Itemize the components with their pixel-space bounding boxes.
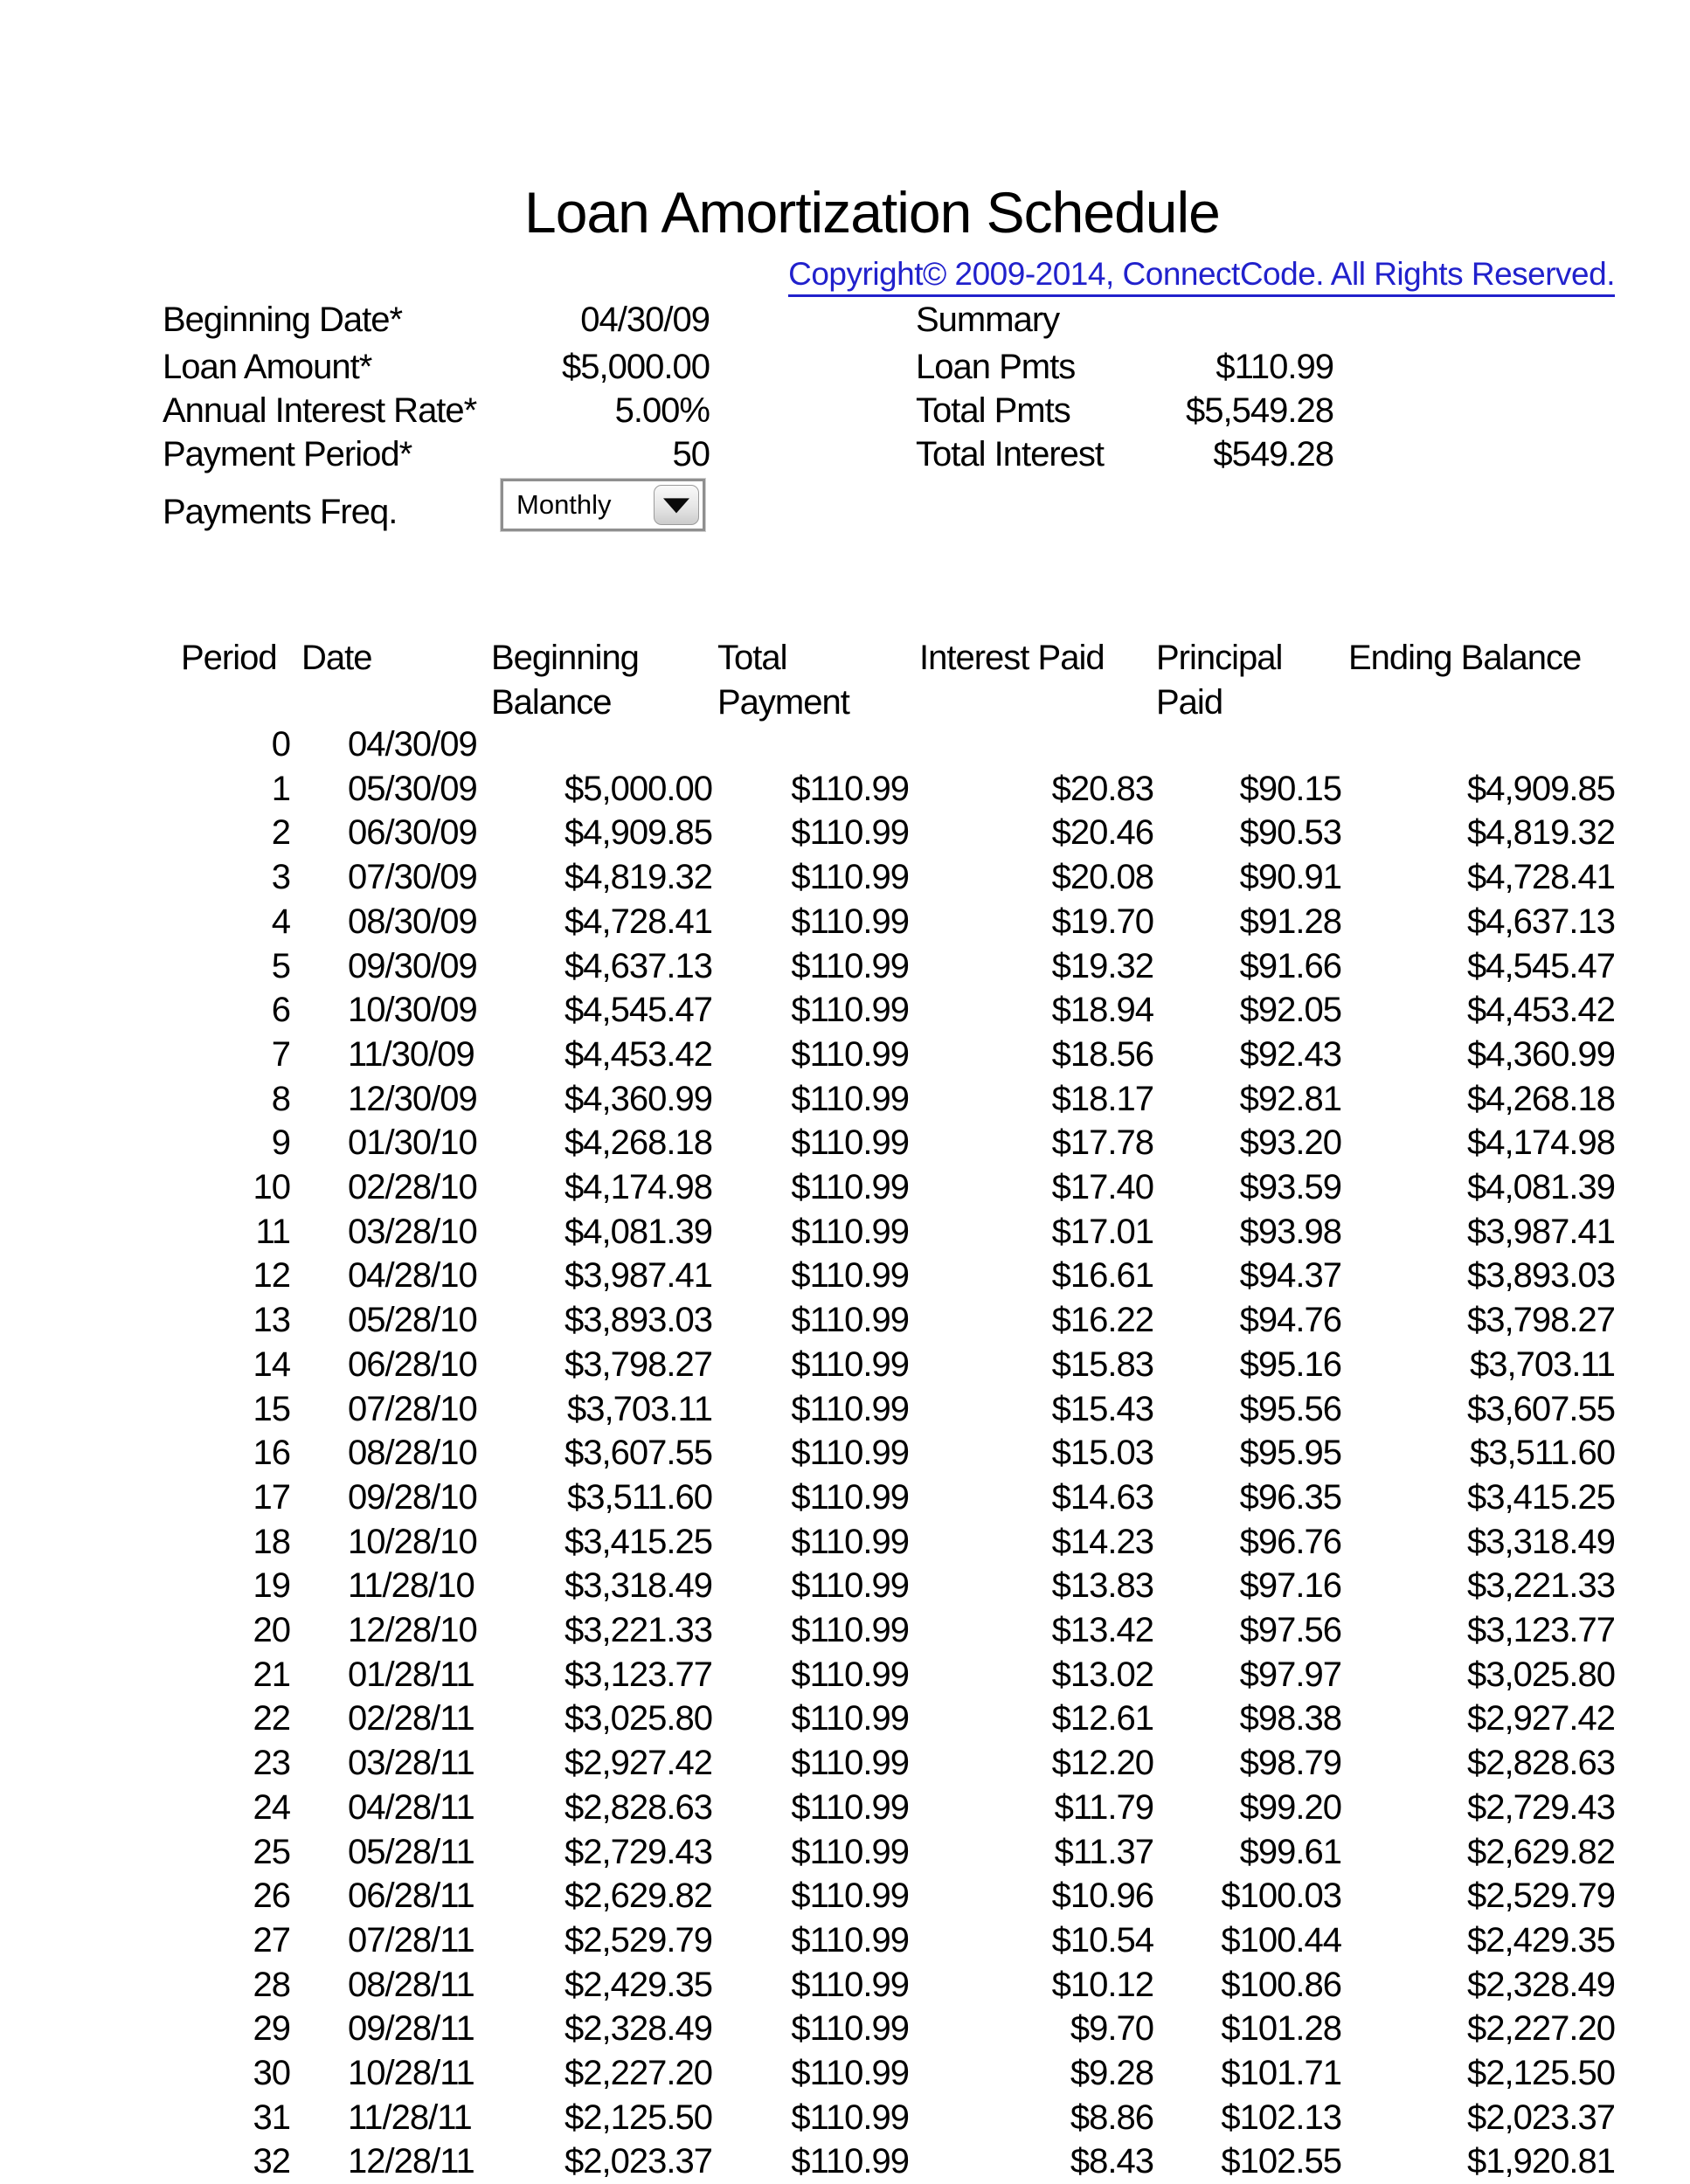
cell-total-payment: $110.99: [791, 769, 909, 808]
cell-date: 05/30/09: [348, 769, 477, 808]
table-row: [0, 2096, 1690, 2140]
cell-period: 30: [253, 2054, 290, 2092]
table-row: [0, 1210, 1690, 1254]
cell-date: 04/30/09: [348, 725, 477, 764]
cell-beginning-balance: $4,453.42: [564, 1034, 712, 1074]
cell-interest-paid: $16.61: [1051, 1256, 1153, 1296]
cell-beginning-balance: $3,607.55: [564, 1434, 712, 1473]
table-row: [0, 767, 1690, 812]
payment-period-value[interactable]: 50: [672, 435, 710, 473]
cell-beginning-balance: [485, 722, 712, 767]
annual-interest-rate-label: Annual Interest Rate*: [163, 391, 477, 430]
cell-principal-paid: $98.38: [1239, 1699, 1341, 1738]
cell-total-payment: $110.99: [791, 1301, 909, 1340]
cell-period: 11: [255, 1212, 290, 1251]
cell-interest-paid: $18.94: [1051, 991, 1153, 1030]
cell-ending-balance: $4,728.41: [1467, 858, 1615, 897]
dropdown-arrow-icon: [663, 498, 689, 513]
cell-principal-paid: $97.97: [1239, 1655, 1341, 1694]
loan-amount-value[interactable]: $5,000.00: [562, 348, 710, 386]
cell-period: 18: [253, 1522, 290, 1561]
summary-title: Summary: [916, 301, 1060, 339]
cell-beginning-balance: $2,629.82: [564, 1876, 712, 1916]
cell-ending-balance: $2,125.50: [1467, 2054, 1615, 2092]
cell-date: 09/28/11: [348, 2009, 474, 2049]
cell-beginning-balance: $3,893.03: [564, 1301, 712, 1340]
cell-total-payment: $110.99: [791, 1123, 909, 1163]
table-row: [0, 1431, 1690, 1476]
table-row: [0, 1254, 1690, 1298]
cell-ending-balance: $3,123.77: [1467, 1611, 1615, 1649]
cell-ending-balance: $4,909.85: [1467, 769, 1615, 808]
beginning-date-label: Beginning Date*: [163, 301, 403, 339]
cell-date: 09/28/10: [348, 1477, 477, 1517]
cell-principal-paid: $97.16: [1239, 1566, 1341, 1606]
cell-date: 12/28/10: [348, 1611, 477, 1649]
cell-total-payment: $110.99: [791, 1344, 909, 1384]
cell-interest-paid: $12.20: [1051, 1744, 1153, 1783]
copyright-link[interactable]: Copyright© 2009-2014, ConnectCode. All Rights Reserved.: [788, 257, 1615, 297]
cell-total-payment: $110.99: [791, 1477, 909, 1517]
cell-ending-balance: $4,360.99: [1467, 1034, 1615, 1074]
table-row: [0, 1608, 1690, 1653]
cell-period: 17: [253, 1477, 290, 1517]
cell-period: 14: [253, 1344, 290, 1384]
cell-principal-paid: $90.53: [1239, 813, 1341, 853]
cell-date: 07/28/10: [348, 1389, 477, 1428]
cell-ending-balance: $4,453.42: [1467, 991, 1615, 1030]
cell-total-payment: $110.99: [791, 1034, 909, 1074]
table-row: [0, 944, 1690, 989]
cell-ending-balance: $2,023.37: [1467, 2098, 1615, 2137]
cell-beginning-balance: $2,328.49: [564, 2009, 712, 2049]
cell-ending-balance: $4,174.98: [1467, 1123, 1615, 1163]
header-interest-paid: Interest Paid: [919, 639, 1105, 677]
header-date: Date: [301, 639, 372, 677]
table-row: [0, 1741, 1690, 1786]
cell-ending-balance: $2,629.82: [1467, 1832, 1615, 1871]
cell-beginning-balance: $2,927.42: [564, 1744, 712, 1783]
table-row: [0, 1564, 1690, 1608]
cell-interest-paid: $10.96: [1051, 1876, 1153, 1916]
table-row: [0, 2051, 1690, 2096]
cell-date: 03/28/11: [348, 1744, 474, 1783]
table-row: [0, 1387, 1690, 1432]
cell-ending-balance: $4,819.32: [1467, 813, 1615, 853]
cell-interest-paid: $9.28: [1070, 2054, 1153, 2092]
cell-period: 24: [253, 1787, 290, 1827]
table-row: [0, 1077, 1690, 1122]
cell-period: 0: [271, 725, 290, 764]
payments-freq-selected-value: Monthly: [516, 489, 612, 520]
cell-interest-paid: $16.22: [1051, 1301, 1153, 1340]
cell-beginning-balance: $4,728.41: [564, 902, 712, 941]
payments-freq-dropdown[interactable]: [501, 479, 705, 531]
cell-date: 04/28/11: [348, 1787, 474, 1827]
cell-period: 5: [271, 946, 290, 985]
cell-date: 03/28/10: [348, 1212, 477, 1251]
cell-total-payment: $110.99: [791, 991, 909, 1030]
cell-period: 29: [253, 2009, 290, 2049]
cell-period: 6: [271, 991, 290, 1030]
cell-principal-paid: [1153, 722, 1341, 767]
cell-date: 11/28/11: [348, 2098, 472, 2137]
cell-total-payment: $110.99: [791, 1212, 909, 1251]
table-row: [0, 1786, 1690, 1830]
cell-interest-paid: $12.61: [1051, 1699, 1153, 1738]
cell-total-payment: $110.99: [791, 1389, 909, 1428]
cell-principal-paid: $94.76: [1239, 1301, 1341, 1340]
cell-beginning-balance: $4,174.98: [564, 1168, 712, 1206]
cell-total-payment: $110.99: [791, 1965, 909, 2004]
cell-period: 9: [271, 1123, 290, 1163]
payment-period-label: Payment Period*: [163, 435, 412, 473]
cell-ending-balance: $3,798.27: [1467, 1301, 1615, 1340]
cell-interest-paid: $11.37: [1054, 1832, 1153, 1871]
cell-ending-balance: $3,025.80: [1467, 1655, 1615, 1694]
cell-period: 16: [253, 1434, 290, 1473]
cell-principal-paid: $93.20: [1239, 1123, 1341, 1163]
cell-ending-balance: $4,637.13: [1467, 902, 1615, 941]
cell-total-payment: $110.99: [791, 1566, 909, 1606]
cell-ending-balance: $2,328.49: [1467, 1965, 1615, 2004]
table-row: [0, 988, 1690, 1033]
cell-principal-paid: $102.13: [1221, 2098, 1341, 2137]
cell-interest-paid: $14.63: [1051, 1477, 1153, 1517]
cell-date: 02/28/11: [348, 1699, 474, 1738]
cell-period: 7: [271, 1034, 290, 1074]
cell-date: 08/30/09: [348, 902, 477, 941]
cell-principal-paid: $102.55: [1221, 2142, 1341, 2181]
table-row: [0, 1476, 1690, 1520]
header-principal-paid-line1: Principal: [1156, 639, 1283, 677]
loan-amount-label: Loan Amount*: [163, 348, 372, 386]
cell-date: 08/28/11: [348, 1965, 474, 2004]
table-row: [0, 1697, 1690, 1741]
cell-total-payment: $110.99: [791, 1655, 909, 1694]
cell-period: 13: [253, 1301, 290, 1340]
cell-principal-paid: $97.56: [1239, 1611, 1341, 1649]
cell-beginning-balance: $4,909.85: [564, 813, 712, 853]
cell-interest-paid: $20.46: [1051, 813, 1153, 853]
cell-date: 06/28/11: [348, 1876, 474, 1916]
cell-date: 11/30/09: [348, 1034, 474, 1074]
table-row: [0, 1033, 1690, 1077]
loan-pmts-value: $110.99: [1216, 348, 1333, 386]
table-row: [0, 1343, 1690, 1387]
cell-principal-paid: $93.59: [1239, 1168, 1341, 1206]
table-row: [0, 900, 1690, 944]
cell-total-payment: $110.99: [791, 1256, 909, 1296]
table-row: [0, 1653, 1690, 1697]
cell-period: 25: [253, 1832, 290, 1871]
cell-beginning-balance: $2,023.37: [564, 2142, 712, 2181]
cell-interest-paid: [944, 722, 1153, 767]
cell-period: 21: [253, 1655, 290, 1694]
cell-ending-balance: $4,268.18: [1467, 1079, 1615, 1118]
cell-interest-paid: $20.83: [1051, 769, 1153, 808]
cell-period: 27: [253, 1920, 290, 1959]
cell-period: 3: [271, 858, 290, 897]
cell-interest-paid: $13.42: [1051, 1611, 1153, 1649]
cell-principal-paid: $100.03: [1221, 1876, 1341, 1916]
cell-date: 10/28/10: [348, 1522, 477, 1561]
cell-ending-balance: $3,607.55: [1467, 1389, 1615, 1428]
cell-period: 12: [253, 1256, 290, 1296]
cell-total-payment: $110.99: [791, 1699, 909, 1738]
cell-ending-balance: $2,927.42: [1467, 1699, 1615, 1738]
cell-total-payment: $110.99: [791, 902, 909, 941]
cell-ending-balance: $3,893.03: [1467, 1256, 1615, 1296]
cell-total-payment: $110.99: [791, 1744, 909, 1783]
cell-total-payment: $110.99: [791, 1832, 909, 1871]
cell-date: 05/28/11: [348, 1832, 474, 1871]
cell-interest-paid: $19.32: [1051, 946, 1153, 985]
cell-principal-paid: $98.79: [1239, 1744, 1341, 1783]
cell-interest-paid: $15.03: [1051, 1434, 1153, 1473]
cell-principal-paid: $91.66: [1239, 946, 1341, 985]
cell-period: 19: [253, 1566, 290, 1606]
cell-ending-balance: $3,221.33: [1467, 1566, 1615, 1606]
cell-date: 06/28/10: [348, 1344, 477, 1384]
cell-total-payment: $110.99: [791, 1522, 909, 1561]
cell-ending-balance: $2,729.43: [1467, 1787, 1615, 1827]
cell-principal-paid: $90.91: [1239, 858, 1341, 897]
cell-total-payment: $110.99: [791, 1168, 909, 1206]
cell-beginning-balance: $3,703.11: [567, 1389, 712, 1428]
cell-total-payment: $110.99: [791, 1079, 909, 1118]
table-row: [0, 1830, 1690, 1875]
cell-interest-paid: $18.56: [1051, 1034, 1153, 1074]
cell-period: 31: [253, 2098, 290, 2137]
total-pmts-value: $5,549.28: [1186, 391, 1333, 430]
cell-interest-paid: $14.23: [1051, 1522, 1153, 1561]
table-row: [0, 1874, 1690, 1918]
table-row: [0, 1121, 1690, 1165]
cell-period: 10: [253, 1168, 290, 1206]
cell-principal-paid: $92.81: [1239, 1079, 1341, 1118]
cell-interest-paid: $17.40: [1051, 1168, 1153, 1206]
header-period: Period: [181, 639, 277, 677]
header-beginning-balance-line1: Beginning: [491, 639, 639, 677]
cell-date: 09/30/09: [348, 946, 477, 985]
cell-beginning-balance: $4,819.32: [564, 858, 712, 897]
cell-total-payment: $110.99: [791, 946, 909, 985]
cell-interest-paid: $11.79: [1054, 1787, 1153, 1827]
cell-period: 32: [253, 2142, 290, 2181]
table-row: [0, 2139, 1690, 2184]
cell-interest-paid: $9.70: [1070, 2009, 1153, 2049]
table-row: [0, 1298, 1690, 1343]
cell-ending-balance: $3,415.25: [1467, 1477, 1615, 1517]
cell-beginning-balance: $3,318.49: [564, 1566, 712, 1606]
cell-period: 20: [253, 1611, 290, 1649]
table-row: [0, 811, 1690, 855]
cell-total-payment: $110.99: [791, 1876, 909, 1916]
cell-date: 04/28/10: [348, 1256, 477, 1296]
cell-date: 02/28/10: [348, 1168, 477, 1206]
cell-principal-paid: $95.95: [1239, 1434, 1341, 1473]
cell-beginning-balance: $3,415.25: [564, 1522, 712, 1561]
cell-total-payment: $110.99: [791, 1434, 909, 1473]
cell-period: 15: [253, 1389, 290, 1428]
cell-period: 1: [271, 769, 290, 808]
cell-beginning-balance: $4,637.13: [564, 946, 712, 985]
cell-ending-balance: $3,318.49: [1467, 1522, 1615, 1561]
cell-period: 23: [253, 1744, 290, 1783]
annual-interest-rate-value[interactable]: 5.00%: [614, 391, 710, 430]
cell-interest-paid: $10.12: [1051, 1965, 1153, 2004]
cell-date: 11/28/10: [348, 1566, 474, 1606]
header-total-payment-line1: Total: [717, 639, 787, 677]
cell-beginning-balance: $4,545.47: [564, 991, 712, 1030]
total-interest-value: $549.28: [1213, 435, 1333, 473]
cell-total-payment: $110.99: [791, 2142, 909, 2181]
total-pmts-label: Total Pmts: [916, 391, 1070, 430]
cell-beginning-balance: $5,000.00: [564, 769, 712, 808]
cell-total-payment: $110.99: [791, 1920, 909, 1959]
cell-beginning-balance: $2,227.20: [564, 2054, 712, 2092]
cell-interest-paid: $20.08: [1051, 858, 1153, 897]
cell-principal-paid: $101.28: [1221, 2009, 1341, 2049]
cell-beginning-balance: $3,123.77: [564, 1655, 712, 1694]
table-row: [0, 1963, 1690, 2008]
cell-beginning-balance: $2,729.43: [564, 1832, 712, 1871]
cell-principal-paid: $100.86: [1221, 1965, 1341, 2004]
header-ending-balance: Ending Balance: [1348, 639, 1582, 677]
cell-principal-paid: $99.61: [1239, 1832, 1341, 1871]
table-row: [0, 1918, 1690, 1963]
cell-date: 01/30/10: [348, 1123, 477, 1163]
cell-principal-paid: $91.28: [1239, 902, 1341, 941]
cell-beginning-balance: $2,429.35: [564, 1965, 712, 2004]
cell-beginning-balance: $3,798.27: [564, 1344, 712, 1384]
table-row: [0, 722, 1690, 767]
cell-period: 26: [253, 1876, 290, 1916]
total-interest-label: Total Interest: [916, 435, 1105, 473]
cell-interest-paid: $19.70: [1051, 902, 1153, 941]
cell-ending-balance: $2,227.20: [1467, 2009, 1615, 2049]
cell-interest-paid: $15.83: [1051, 1344, 1153, 1384]
cell-ending-balance: $4,081.39: [1467, 1168, 1615, 1206]
beginning-date-value[interactable]: 04/30/09: [580, 301, 710, 339]
table-row: [0, 855, 1690, 900]
cell-beginning-balance: $2,529.79: [564, 1920, 712, 1959]
cell-principal-paid: $93.98: [1239, 1212, 1341, 1251]
cell-total-payment: $110.99: [791, 2054, 909, 2092]
cell-interest-paid: $15.43: [1051, 1389, 1153, 1428]
cell-principal-paid: $95.16: [1239, 1344, 1341, 1384]
cell-beginning-balance: $3,221.33: [564, 1611, 712, 1649]
cell-total-payment: $110.99: [791, 2098, 909, 2137]
cell-ending-balance: $3,511.60: [1470, 1434, 1615, 1473]
cell-beginning-balance: $3,511.60: [567, 1477, 712, 1517]
cell-principal-paid: $101.71: [1221, 2054, 1341, 2092]
cell-date: 01/28/11: [348, 1655, 474, 1694]
cell-date: 05/28/10: [348, 1301, 477, 1340]
cell-date: 06/30/09: [348, 813, 477, 853]
cell-interest-paid: $8.43: [1070, 2142, 1153, 2181]
page-title: Loan Amortization Schedule: [524, 180, 1220, 245]
cell-principal-paid: $99.20: [1239, 1787, 1341, 1827]
cell-date: 07/28/11: [348, 1920, 474, 1959]
cell-total-payment: $110.99: [791, 813, 909, 853]
cell-ending-balance: $1,920.81: [1467, 2142, 1615, 2181]
cell-total-payment: $110.99: [791, 1611, 909, 1649]
cell-beginning-balance: $3,987.41: [564, 1256, 712, 1296]
cell-ending-balance: $2,529.79: [1467, 1876, 1615, 1916]
cell-ending-balance: $2,828.63: [1467, 1744, 1615, 1783]
cell-ending-balance: $2,429.35: [1467, 1920, 1615, 1959]
cell-period: 22: [253, 1699, 290, 1738]
cell-beginning-balance: $4,268.18: [564, 1123, 712, 1163]
cell-beginning-balance: $2,828.63: [564, 1787, 712, 1827]
header-beginning-balance-line2: Balance: [491, 683, 612, 722]
cell-principal-paid: $96.76: [1239, 1522, 1341, 1561]
header-total-payment-line2: Payment: [717, 683, 849, 722]
table-row: [0, 2007, 1690, 2051]
cell-total-payment: $110.99: [791, 858, 909, 897]
cell-period: 2: [271, 813, 290, 853]
cell-total-payment: $110.99: [791, 1787, 909, 1827]
cell-interest-paid: $13.02: [1051, 1655, 1153, 1694]
cell-date: 12/30/09: [348, 1079, 477, 1118]
cell-interest-paid: $17.78: [1051, 1123, 1153, 1163]
cell-period: 8: [271, 1079, 290, 1118]
cell-interest-paid: $8.86: [1070, 2098, 1153, 2137]
cell-date: 08/28/10: [348, 1434, 477, 1473]
cell-principal-paid: $94.37: [1239, 1256, 1341, 1296]
table-row: [0, 1520, 1690, 1565]
cell-principal-paid: $96.35: [1239, 1477, 1341, 1517]
cell-beginning-balance: $4,081.39: [564, 1212, 712, 1251]
cell-ending-balance: $3,703.11: [1470, 1344, 1615, 1384]
cell-principal-paid: $90.15: [1239, 769, 1341, 808]
cell-interest-paid: $17.01: [1051, 1212, 1153, 1251]
cell-ending-balance: $4,545.47: [1467, 946, 1615, 985]
cell-period: 4: [271, 902, 290, 941]
cell-principal-paid: $95.56: [1239, 1389, 1341, 1428]
cell-interest-paid: $10.54: [1051, 1920, 1153, 1959]
cell-principal-paid: $100.44: [1221, 1920, 1341, 1959]
cell-ending-balance: [1381, 722, 1615, 767]
loan-pmts-label: Loan Pmts: [916, 348, 1076, 386]
cell-date: 12/28/11: [348, 2142, 474, 2181]
table-row: [0, 1165, 1690, 1210]
cell-principal-paid: $92.43: [1239, 1034, 1341, 1074]
cell-interest-paid: $13.83: [1051, 1566, 1153, 1606]
cell-total-payment: [734, 722, 909, 767]
cell-beginning-balance: $4,360.99: [564, 1079, 712, 1118]
cell-ending-balance: $3,987.41: [1467, 1212, 1615, 1251]
payments-freq-label: Payments Freq.: [163, 493, 398, 531]
cell-beginning-balance: $2,125.50: [564, 2098, 712, 2137]
cell-total-payment: $110.99: [791, 2009, 909, 2049]
payments-freq-dropdown-button[interactable]: [654, 485, 699, 525]
header-principal-paid-line2: Paid: [1156, 683, 1223, 722]
cell-principal-paid: $92.05: [1239, 991, 1341, 1030]
cell-date: 10/30/09: [348, 991, 477, 1030]
cell-date: 07/30/09: [348, 858, 477, 897]
cell-interest-paid: $18.17: [1051, 1079, 1153, 1118]
cell-period: 28: [253, 1965, 290, 2004]
cell-beginning-balance: $3,025.80: [564, 1699, 712, 1738]
cell-date: 10/28/11: [348, 2054, 474, 2092]
